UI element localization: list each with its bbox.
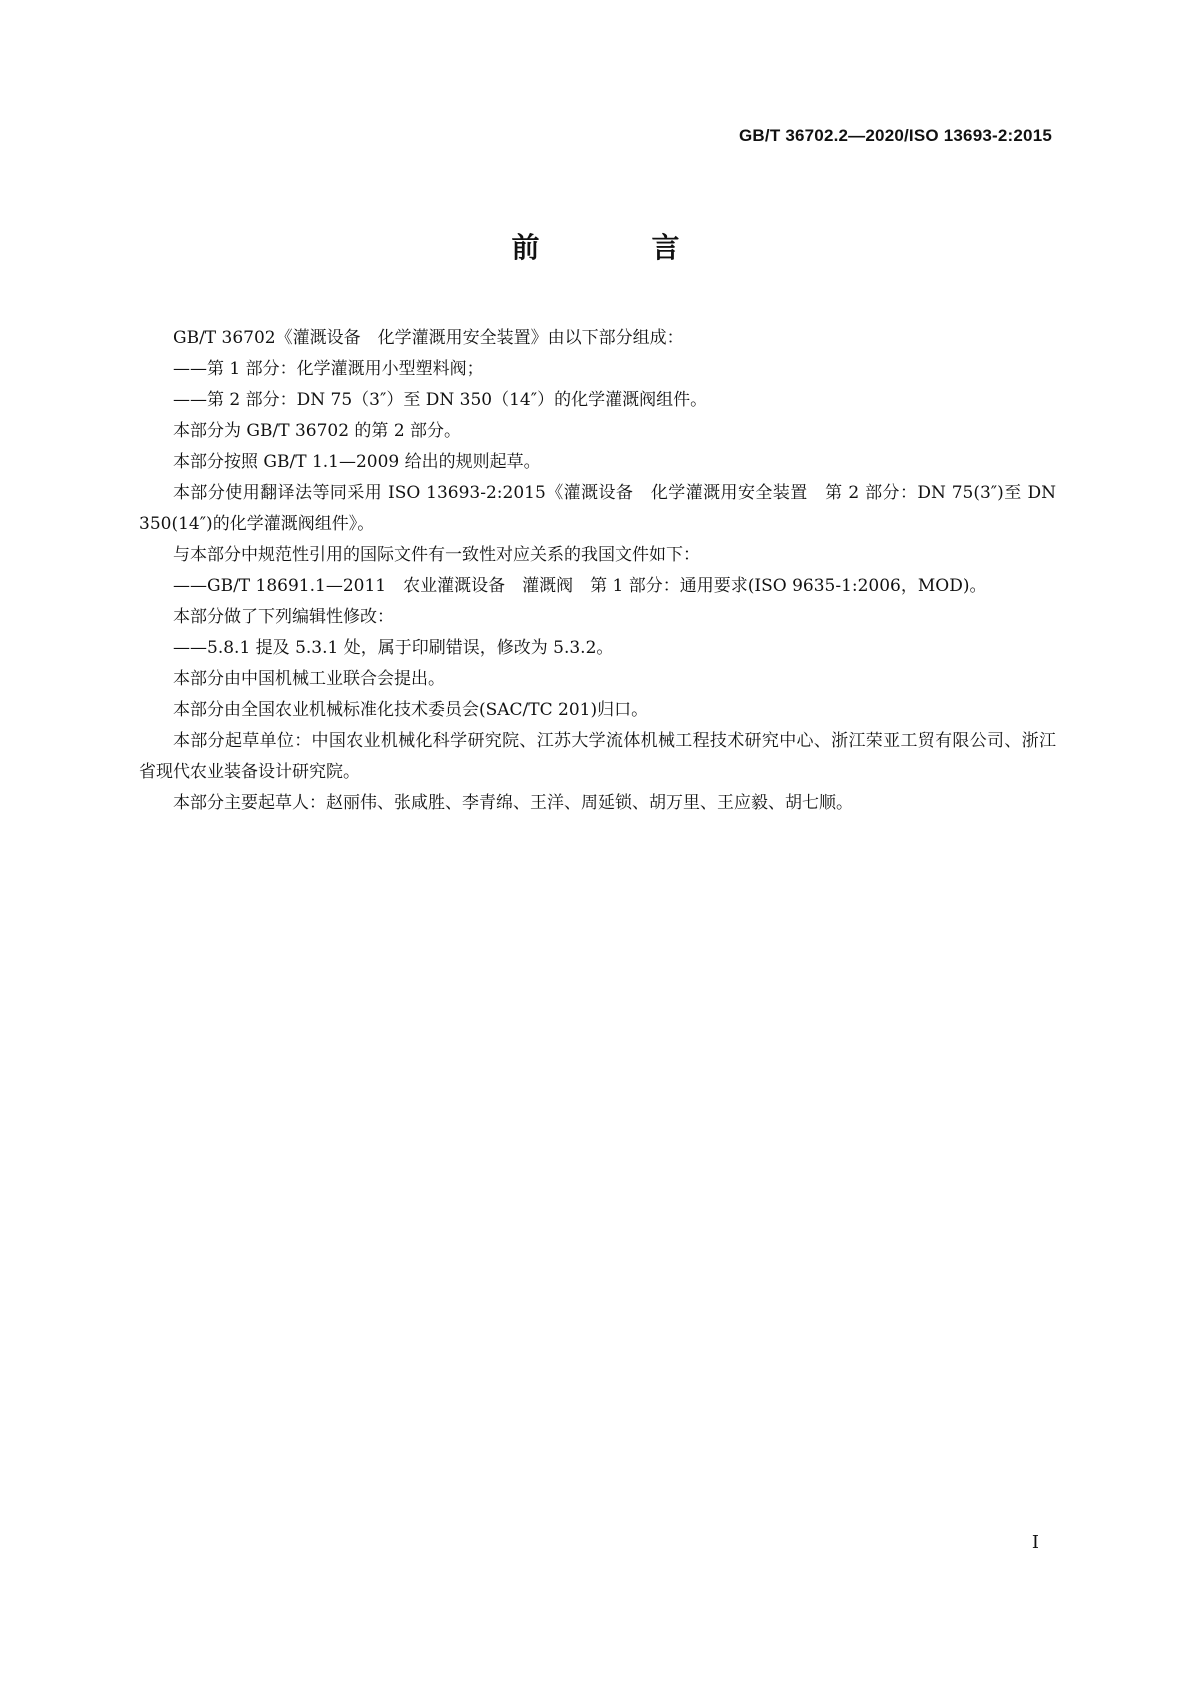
paragraph-iso-adoption: 本部分使用翻译法等同采用 ISO 13693-2:2015《灌溉设备 化学灌溉用安全装置 第 2 部分：DN 75(3″)至 DN 350(14″)的化学灌溉阀组件》。: [139, 483, 1056, 534]
paragraph-responsible-committee: 本部分由全国农业机械标准化技术委员会(SAC/TC 201)归口。: [173, 700, 649, 720]
paragraph-main-drafters: 本部分主要起草人：赵丽伟、张咸胜、李青绵、王洋、周延锁、胡万里、王应毅、胡七顺。: [173, 793, 853, 813]
list-item-normative-reference: ——GB/T 18691.1—2011 农业灌溉设备 灌溉阀 第 1 部分：通用要求(ISO 9635-1:2006，MOD)。: [173, 576, 987, 596]
list-item-editorial-modification: ——5.8.1 提及 5.3.1 处，属于印刷错误，修改为 5.3.2。: [173, 638, 614, 658]
foreword-body: [139, 323, 1056, 819]
paragraph-proposer: 本部分由中国机械工业联合会提出。: [173, 669, 445, 689]
paragraph-drafting-rule: 本部分按照 GB/T 1.1—2009 给出的规则起草。: [173, 452, 541, 472]
paragraph-part-statement: 本部分为 GB/T 36702 的第 2 部分。: [173, 421, 462, 441]
paragraph-drafting-units: 本部分起草单位：中国农业机械化科学研究院、江苏大学流体机械工程技术研究中心、浙江荣亚工贸有限公司、浙江省现代农业装备设计研究院。: [139, 731, 1056, 782]
page-title: 前 言: [511, 231, 722, 264]
list-item-part-1: ——第 1 部分：化学灌溉用小型塑料阀；: [173, 359, 484, 379]
paragraph-parts-intro: GB/T 36702《灌溉设备 化学灌溉用安全装置》由以下部分组成：: [173, 328, 684, 348]
list-item-part-2: ——第 2 部分：DN 75（3″）至 DN 350（14″）的化学灌溉阀组件。: [173, 390, 708, 410]
paragraph-normative-reference-intro: 与本部分中规范性引用的国际文件有一致性对应关系的我国文件如下：: [173, 545, 700, 565]
standard-code-header: GB/T 36702.2—2020/ISO 13693-2:2015: [739, 126, 1052, 145]
paragraph-editorial-modification-intro: 本部分做了下列编辑性修改：: [173, 607, 394, 627]
page-number: I: [1031, 1532, 1039, 1553]
